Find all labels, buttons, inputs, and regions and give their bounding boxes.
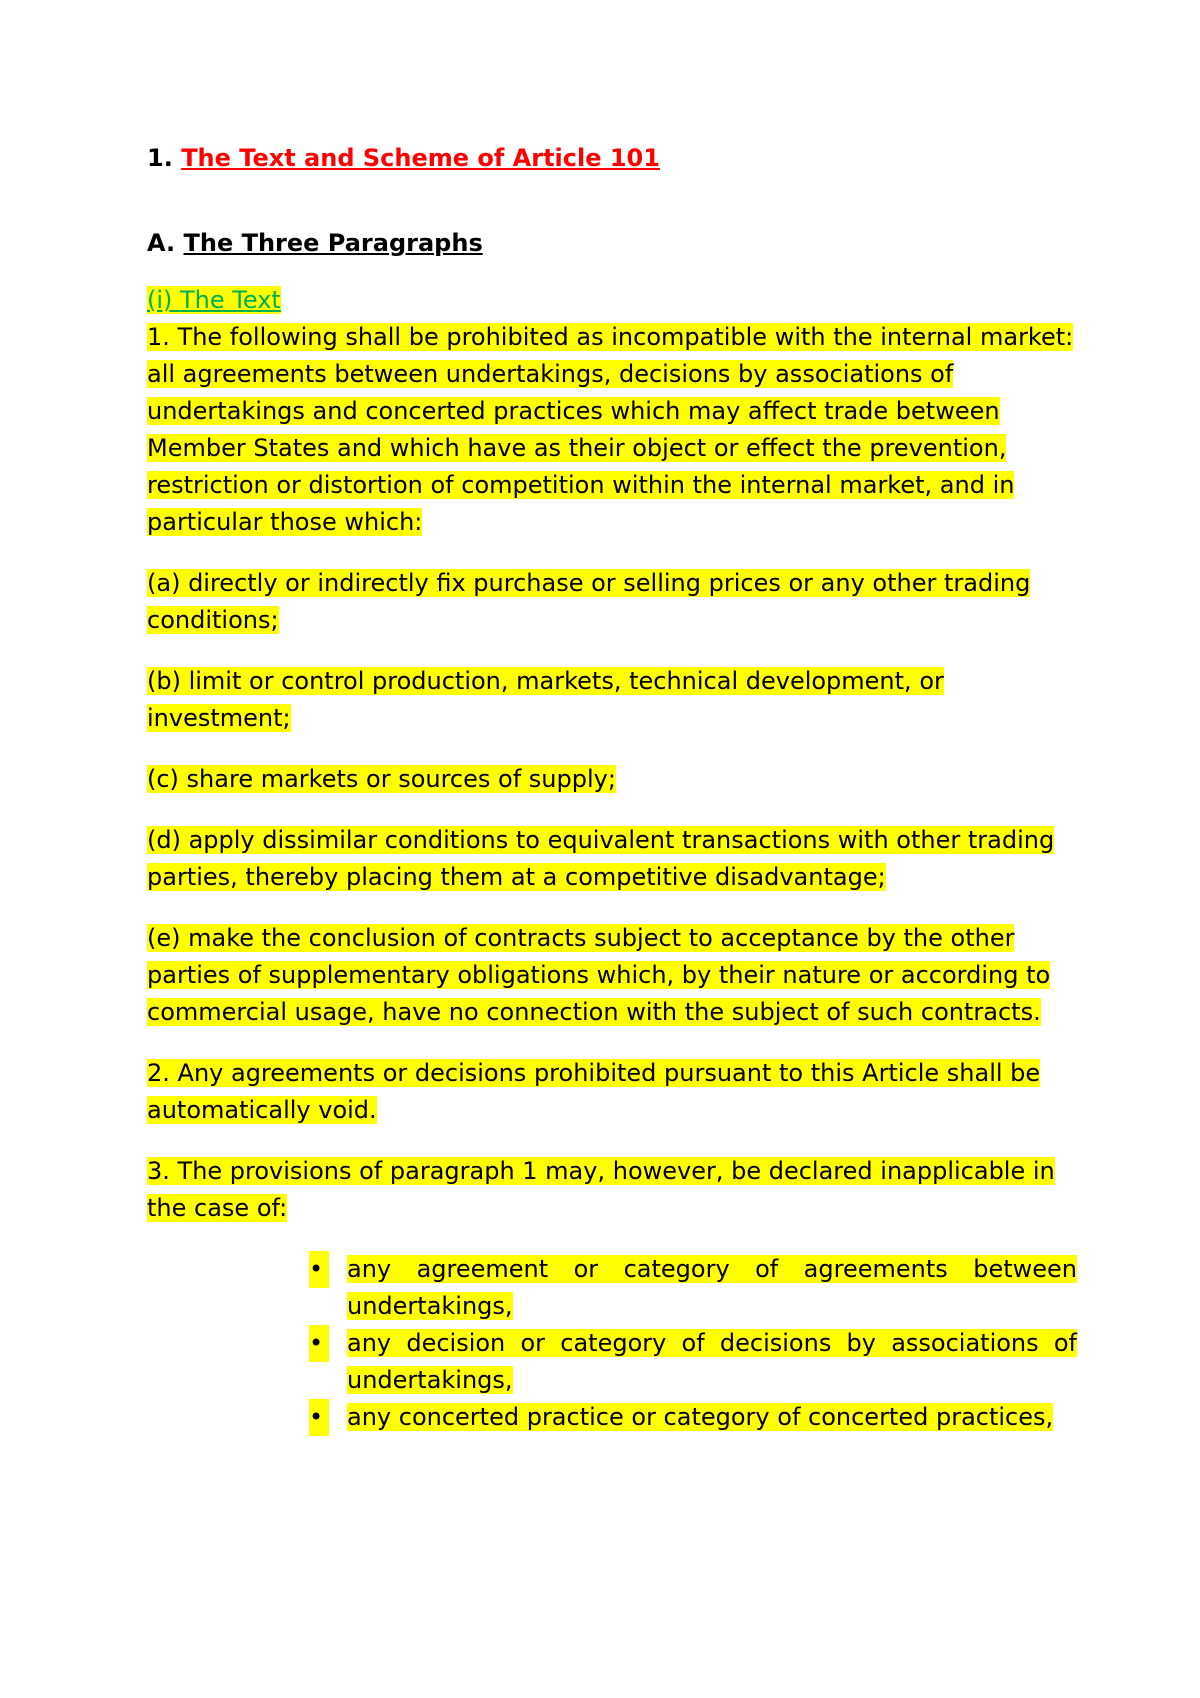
item-e-text: (e) make the conclusion of contracts subject to acceptance by the other parties of supplementary obligations which, by their nature or according to commercial usage, have no connection with the subject of such contracts. <box>147 924 1051 1026</box>
paragraph-2 <box>147 1055 1077 1129</box>
subsection-letter: A. <box>147 229 176 257</box>
section-title: The Text and Scheme of Article 101 <box>181 144 660 172</box>
sub-subsection-title: (i) The Text <box>147 286 281 314</box>
subsection-heading <box>147 225 1077 262</box>
list-item-text: any decision or category of decisions by associations of undertakings, <box>347 1329 1077 1394</box>
paragraph-1-text: 1. The following shall be prohibited as incompatible with the internal market: all agreements between undertakings, decisions by associations of undertakings and concerted practices which may affect trade between Member States and which have as their object or effect the prevention, restriction or distortion of competition within the internal market, and in particular those which: <box>147 323 1074 536</box>
bullet-icon: • <box>309 1325 329 1362</box>
bullet-icon: • <box>309 1251 329 1288</box>
paragraph-2-text: 2. Any agreements or decisions prohibited pursuant to this Article shall be automatically void. <box>147 1059 1041 1124</box>
list-item <box>309 1251 1077 1325</box>
sub-subsection-heading <box>147 282 1077 319</box>
item-b-text: (b) limit or control production, markets, technical development, or investment; <box>147 667 944 732</box>
item-d <box>147 822 1077 896</box>
exemption-list <box>147 1251 1077 1436</box>
item-a-text: (a) directly or indirectly fix purchase or selling prices or any other trading conditions; <box>147 569 1031 634</box>
section-number: 1. <box>147 144 173 172</box>
bullet-icon: • <box>309 1399 329 1436</box>
item-c-text: (c) share markets or sources of supply; <box>147 765 616 793</box>
document-body <box>147 140 1077 1436</box>
item-b <box>147 663 1077 737</box>
paragraph-1 <box>147 319 1077 541</box>
item-c <box>147 761 1077 798</box>
item-a <box>147 565 1077 639</box>
list-item-text: any concerted practice or category of concerted practices, <box>347 1403 1054 1431</box>
paragraph-3-text: 3. The provisions of paragraph 1 may, however, be declared inapplicable in the case of: <box>147 1157 1055 1222</box>
section-heading <box>147 140 1077 177</box>
subsection-title: The Three Paragraphs <box>183 229 483 257</box>
item-d-text: (d) apply dissimilar conditions to equivalent transactions with other trading parties, thereby placing them at a competitive disadvantage; <box>147 826 1055 891</box>
list-item-text: any agreement or category of agreements between undertakings, <box>347 1255 1077 1320</box>
list-item <box>309 1325 1077 1399</box>
item-e <box>147 920 1077 1031</box>
paragraph-3 <box>147 1153 1077 1227</box>
list-item <box>309 1399 1077 1436</box>
